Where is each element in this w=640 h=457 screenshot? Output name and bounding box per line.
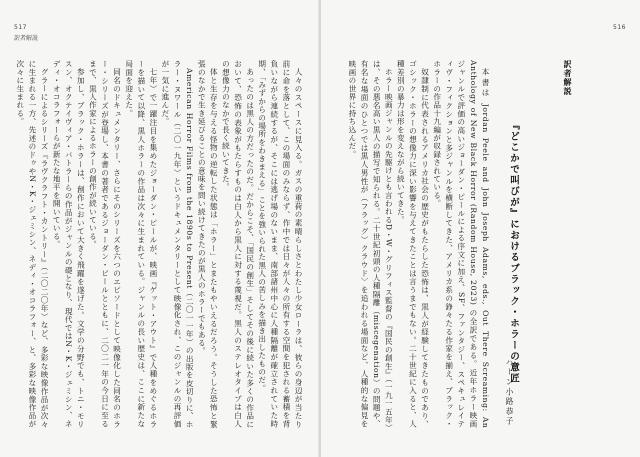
body-paragraph: 体と生存を与える怪物の逆転した状態は「ホラー」とまたもやいえるだろう。そうした恐怖と緊張のなかで生き延びることの意味を問い続けてきたのが黒人のホラーでもある。 <box>197 60 219 428</box>
section-label: 訳者解説 <box>563 60 572 96</box>
body-paragraph: 同名のドキュメンタリー、さらにそのシリーズを六つのエピソードとして映像化した同名のホラー・シリーズが登場し、本書の著者であるジョーダン・ピールとともに、二〇二一年の今日に至るまで、黒人作家によるホラーの創作が続いている。 <box>88 60 122 428</box>
body-paragraph: ホラー映画ジャンルの先駆けとも言われるD・W・グリフィス監督の『国民の創生』（一九一五年）は、その悪名高い黒人の描写で知られる。二十世紀初頭の人種隔離（miscegenation）の問題や、有名な場面のひとつでは黒人男性が（フラッグ）クラウド〉を追われる場面など、人種的な偏見を映画の世界に持ち込んだ。 <box>347 60 394 428</box>
body-paragraph: グラーによるシリーズ『ラヴクラフト・カントリー』（二〇二〇年）など、多彩な映像作品が次々に生まれる一方、先述のドゥやN・K・ジェミシン、ネディ・オコラフォー、と、多彩な映像作品が次々に生まれる。 <box>15 60 50 428</box>
body-paragraph: 七年）で一躍注目を集めたジョーダン・ピールが、映画『ゲット・アウト』で人種をめぐるホラーを描いて以降、黒人ホラーの作品は次々に生まれている。ジャンルの長い歴史は、ここに新たな局面を迎えた。 <box>124 60 158 428</box>
body-paragraph: あったのは黒人の方だったのだ。だからこそ、「国民の創生」そしてその後に続いた多くの作品において、恐怖の表象がもたらすものは白人から黒人に対する蔑視だ。黒人のステレオタイプは白人の想像力のなかで長く続いてきた。 <box>221 60 255 428</box>
page-number-left: 517 <box>14 24 27 31</box>
body-paragraph: 奴隷制に代表されるアメリカ社会の歴史がもたらした恐怖は、黒人が経験してきたものであり、ゴシック・ホラーの想像力に深い影響を与えてきたことは言うまでもない。二十世紀に入ると、人種差別の暴力は形を変えながら続いてきた。 <box>396 60 430 428</box>
right-body-text <box>341 60 491 428</box>
author-name: ハーン小路恭子 <box>505 358 514 427</box>
body-paragraph: 本書は Jordan Peele and John Joseph Adams, eds., Out There Screaming: An Anthology of New Black Horror (Random House, 2023) の全訳である。近年ホラー映画ジャンルで評価の高いジョーダン・ピールによる序文に加え、SF、ファンタジー、スペキュレイティヴ・フィクションと多ジャンルを横断してきた、アメリカ系の錚々たる作家を揃え、ブラック・ホラーの作品十九編が収録されている。 <box>432 60 490 428</box>
body-paragraph: 人々のスペースに見入る。ガスの重荷の素晴らしさとわたし少女ローラは、彼らの身辺が当たり前に命を落として、この場面のみならず、作中では日々が人々の所有する空間を犯される蓄積を背負いながら連続するが、そこには逃げ場のないまま、南部諸州中心に人種隔離が確立されていた時期、「みずからの場所をわきまえる」ことを強いられた黒人の苦しみを描き出したものだ。 <box>257 60 303 428</box>
article-title: 『どこかで叫びが』におけるブラック・ホラーの意匠 <box>508 120 519 384</box>
page-number-right: 516 <box>613 24 626 31</box>
running-head: 訳者解説 <box>14 35 39 42</box>
left-body-text <box>15 60 304 428</box>
left-page <box>0 0 319 457</box>
body-paragraph: 参加し、ブラック・ホラーは、創作において大きく飛躍を遂げた。文学の分野でも、トニ・モリスン、オクテイヴィア・バトラーらの作品がジャンルの礎となり、現代ではN・K・ジェミシン、ネディ・オコラフォーらが新たな地平を開いている。 <box>52 60 86 428</box>
body-paragraph: American Horror Films from the 1890s to Present（二〇一一年）の出版を皮切りに、ホラー・ヌワール（二〇一九年）というドキュメンタリーとして映像化され、このジャンルの再評価が一気に進んだ。 <box>160 60 195 428</box>
